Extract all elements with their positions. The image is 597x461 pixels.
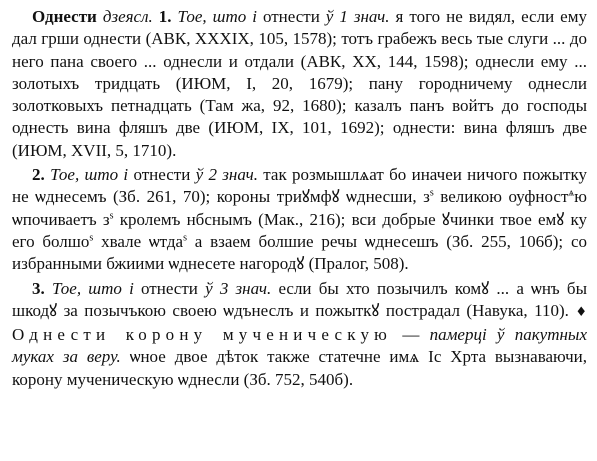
sense-1-reference: ў 1 знач. (325, 7, 390, 26)
headword: Однести (32, 7, 97, 26)
sense-2-paragraph (12, 164, 587, 275)
part-of-speech: дзеясл. (102, 7, 153, 26)
idiom-definition: памерці ў пакутных муках за веру. (12, 325, 587, 367)
sense-number-3: 3. (32, 278, 45, 298)
sense-1-examples: я того не видял, если ему дал грши однести (АВК, XXXIX, 105, 1578); тотъ грабежъ весь тые слуги ... до него пана своего ... однесли и отдали (АВК, XX, 144, 1598); однесли ему ... золотыхъ тридцать (ИЮМ, I, 20, 1679); пану городничему однесли золотковыхъ петнадцать (Там жа, 92, 1680); казалъ панъ войтъ до господы однесть вина фляшъ две (ИЮМ, IX, 101, 1692); однести: вина фляшъ две (ИЮМ, XVII, 5, 1710). (12, 7, 587, 160)
sense-2-examples-part-a: так розмышлѧат бо иначеи ничого пожытку не ѡднесемъ (Зб. 261, 70); короны триꙋмфꙋ ѡднесши, з (12, 165, 588, 207)
sense-2-examples-part-d: кролемъ нбснымъ (Мак., 216); вси добрые ꙋчинки твое емꙋ ку его болшо (12, 209, 587, 251)
sense-2-examples-part-c: ю ѡпочиваетъ з (12, 187, 587, 229)
superscript-mark: s (183, 232, 187, 244)
sense-1-definition-word: отнести (262, 7, 320, 26)
idiom-example: ѡное двое дѣток также статечне имѧ Іс Хрта вызнаваючи, корону мученическую ѡднесли (Зб. 752, 540б). (12, 347, 587, 389)
sense-2-definition: Тое, што і (50, 165, 129, 185)
sense-2-examples-part-b: великою оуфност (433, 187, 569, 207)
superscript-mark: ѧ (568, 187, 575, 199)
sense-3-reference: ў 3 знач. (205, 278, 272, 298)
superscript-mark: s (89, 232, 94, 244)
sense-1-definition: Тое, што і (177, 7, 257, 26)
sense-number-2: 2. (32, 165, 45, 185)
sense-3-definition: Тое, што і (51, 278, 134, 298)
superscript-mark: s (109, 210, 114, 222)
sense-2-definition-word: отнести (133, 165, 191, 185)
superscript-mark: s (429, 187, 434, 199)
em-dash: — (402, 325, 420, 345)
idiom-phrase: Однести корону мученическую (12, 325, 393, 345)
sense-2-examples-part-f: а взаем болшие речы ѡднесешъ (Зб. 255, 106б); со избранными бжиими ѡднесете нагородꙋ (Пралог, 508). (12, 231, 587, 274)
sense-2-examples-part-e: хвале ѡтда (93, 231, 184, 251)
sense-3-definition-word: отнести (141, 278, 198, 298)
sense-number-1: 1. (158, 7, 172, 26)
diamond-icon: ♦ (575, 304, 587, 320)
sense-3-paragraph (12, 278, 587, 391)
sense-2-reference: ў 2 знач. (195, 165, 258, 185)
sense-3-examples: если бы хто позычилъ комꙋ ... а ѡнъ бы шкодꙋ за позычъкою своею ѡдънеслъ и пожыткꙋ пострадал (Навука, 110). (12, 278, 587, 320)
sense-1-paragraph (12, 6, 587, 162)
